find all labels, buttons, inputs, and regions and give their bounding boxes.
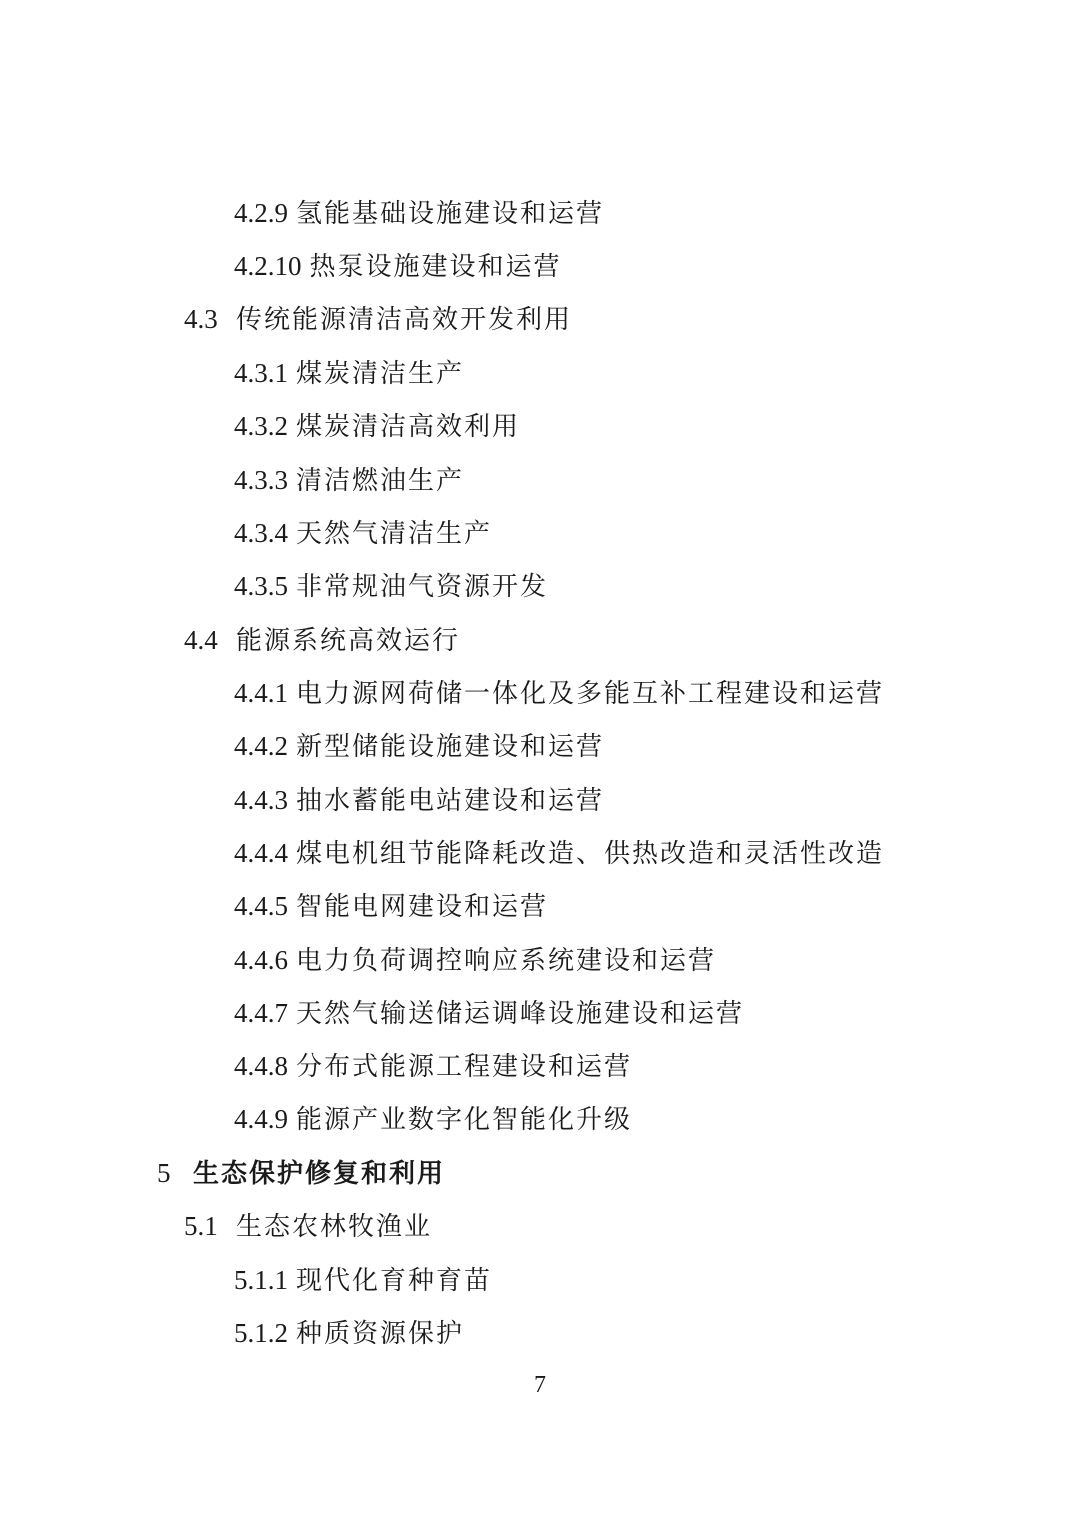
toc-number: 5.1 bbox=[184, 1211, 218, 1241]
toc-entry bbox=[234, 1264, 492, 1297]
toc-number: 4.4.5 bbox=[234, 891, 288, 921]
toc-number: 4.4 bbox=[184, 625, 218, 655]
toc-entry bbox=[234, 730, 604, 763]
toc-title: 煤电机组节能降耗改造、供热改造和灵活性改造 bbox=[296, 839, 885, 869]
toc-entry bbox=[184, 1210, 432, 1243]
toc-entry bbox=[234, 464, 464, 497]
toc-title: 清洁燃油生产 bbox=[296, 466, 465, 496]
toc-number: 4.2.9 bbox=[234, 198, 288, 228]
toc-number: 4.4.1 bbox=[234, 678, 288, 708]
toc-entry bbox=[184, 303, 572, 336]
toc-number: 4.4.3 bbox=[234, 785, 288, 815]
toc-number: 4.4.4 bbox=[234, 838, 288, 868]
toc-number: 5 bbox=[157, 1158, 171, 1188]
toc-title: 电力负荷调控响应系统建设和运营 bbox=[296, 946, 717, 976]
toc-entry bbox=[234, 784, 604, 817]
toc-number: 5.1.2 bbox=[234, 1318, 288, 1348]
toc-number: 4.4.8 bbox=[234, 1051, 288, 1081]
toc-entry bbox=[184, 624, 460, 657]
toc-entry bbox=[234, 517, 492, 550]
toc-title: 分布式能源工程建设和运营 bbox=[296, 1052, 633, 1082]
toc-entry bbox=[234, 997, 744, 1030]
toc-entry bbox=[234, 1050, 632, 1083]
toc-title: 煤炭清洁生产 bbox=[296, 359, 465, 389]
toc-number: 5.1.1 bbox=[234, 1265, 288, 1295]
toc-entry bbox=[234, 1317, 464, 1350]
toc-title: 抽水蓄能电站建设和运营 bbox=[296, 786, 605, 816]
toc-number: 4.3 bbox=[184, 304, 218, 334]
toc-title: 天然气清洁生产 bbox=[296, 519, 493, 549]
toc-number: 4.3.2 bbox=[234, 411, 288, 441]
toc-number: 4.3.1 bbox=[234, 358, 288, 388]
toc-entry bbox=[234, 944, 716, 977]
toc-entry bbox=[234, 890, 548, 923]
toc-number: 4.4.7 bbox=[234, 998, 288, 1028]
toc-title: 热泵设施建设和运营 bbox=[309, 252, 562, 282]
toc-title: 氢能基础设施建设和运营 bbox=[296, 199, 605, 229]
toc-entry bbox=[234, 357, 464, 390]
toc-title: 生态农林牧渔业 bbox=[236, 1212, 433, 1242]
toc-number: 4.3.3 bbox=[234, 465, 288, 495]
toc-title: 生态保护修复和利用 bbox=[193, 1159, 446, 1189]
toc-title: 非常规油气资源开发 bbox=[296, 572, 549, 602]
toc-title: 能源系统高效运行 bbox=[236, 626, 461, 656]
toc-entry bbox=[234, 410, 520, 443]
toc-entry bbox=[234, 570, 548, 603]
toc-title: 电力源网荷储一体化及多能互补工程建设和运营 bbox=[296, 679, 885, 709]
toc-title: 新型储能设施建设和运营 bbox=[296, 732, 605, 762]
toc-entry bbox=[157, 1157, 445, 1190]
toc-number: 4.4.6 bbox=[234, 945, 288, 975]
toc-number: 4.3.4 bbox=[234, 518, 288, 548]
toc-entry bbox=[234, 250, 562, 283]
toc-number: 4.4.9 bbox=[234, 1104, 288, 1134]
toc-number: 4.4.2 bbox=[234, 731, 288, 761]
toc-title: 传统能源清洁高效开发利用 bbox=[236, 305, 573, 335]
toc-number: 4.2.10 bbox=[234, 251, 302, 281]
toc-title: 现代化育种育苗 bbox=[296, 1266, 493, 1296]
toc-title: 天然气输送储运调峰设施建设和运营 bbox=[296, 999, 745, 1029]
toc-title: 智能电网建设和运营 bbox=[296, 892, 549, 922]
page-number: 7 bbox=[534, 1372, 546, 1398]
toc-entry bbox=[234, 197, 604, 230]
toc-entry bbox=[234, 1103, 632, 1136]
toc-entry bbox=[234, 837, 884, 870]
toc-title: 种质资源保护 bbox=[296, 1319, 465, 1349]
toc-title: 煤炭清洁高效利用 bbox=[296, 412, 521, 442]
toc-number: 4.3.5 bbox=[234, 571, 288, 601]
toc-title: 能源产业数字化智能化升级 bbox=[296, 1105, 633, 1135]
toc-entry bbox=[234, 677, 884, 710]
